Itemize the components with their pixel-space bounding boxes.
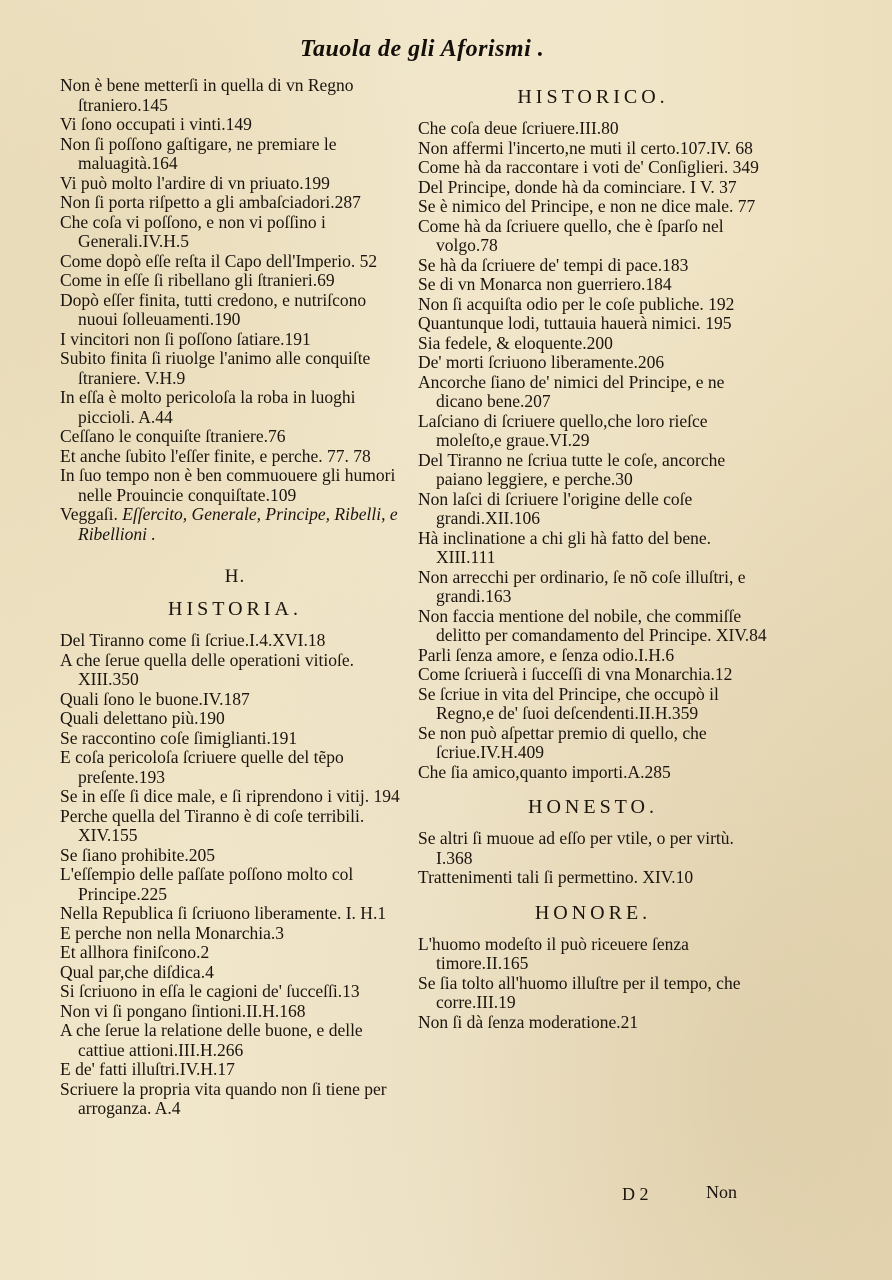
index-entry: Non ſi poſſono gaſtigare, ne premiare le maluagità.164 — [60, 133, 337, 173]
index-entry: Non vi ſi pongano ſintioni.II.H.168 — [60, 1000, 306, 1021]
section-heading: HONESTO. — [528, 796, 658, 818]
index-entry: A che ſerue quella delle operationi vitioſe. XIII.350 — [60, 649, 354, 689]
section-heading-historia: HISTORIA. — [168, 598, 302, 620]
see-also-label: Veggaſi. — [60, 504, 118, 524]
index-entry: Scriuere la propria vita quando non ſi tiene per arroganza. A.4 — [60, 1078, 387, 1118]
index-entry: Se è nimico del Principe, e non ne dice male. 77 — [418, 196, 756, 216]
index-entry: Del Principe, donde hà da cominciare. I V. 37 — [418, 176, 737, 197]
right-column — [418, 76, 768, 1032]
index-entry: Se hà da ſcriuere de' tempi di pace.183 — [418, 254, 689, 275]
index-letter-heading: H. — [224, 566, 246, 587]
index-entry: Del Tiranno come ſi ſcriue.I.4.XVI.18 — [60, 630, 326, 650]
index-entry: Se non può aſpettar premio di quello, che ſcriue.IV.H.409 — [418, 722, 707, 762]
index-entry: De' morti ſcriuono liberamente.206 — [418, 352, 665, 372]
index-entry: Quantunque lodi, tuttauia hauerà nimici. 195 — [418, 313, 732, 333]
index-entry: Ancorche ſiano de' nimici del Principe, e ne dicano bene.207 — [418, 371, 725, 411]
index-entry: E de' fatti illuſtri.IV.H.17 — [60, 1059, 235, 1079]
index-entry: In ſuo tempo non è ben commuouere gli humori nelle Prouincie conquiſtate.109 — [60, 465, 396, 505]
index-entry: Hà inclinatione a chi gli hà fatto del bene. XIII.111 — [418, 527, 712, 567]
left-column — [60, 76, 410, 1119]
index-entry: Che coſa deue ſcriuere.III.80 — [418, 118, 619, 138]
index-entry: Parli ſenza amore, e ſenza odio.I.H.6 — [418, 644, 675, 665]
index-entry: L'huomo modeſto il può riceuere ſenza timore.II.165 — [418, 933, 689, 973]
section-heading: HISTORICO. — [517, 86, 669, 108]
index-entry: Et anche ſubito l'eſſer finite, e perche. 77. 78 — [60, 445, 371, 466]
see-also-text: Eſſercito, Generale, Principe, Ribelli, e Ribellioni . — [78, 504, 398, 544]
index-entry: Subito finita ſi riuolge l'animo alle conquiſte ſtraniere. V.H.9 — [60, 348, 371, 388]
signature-mark: D 2 — [622, 1184, 649, 1204]
index-entry: A che ſerue la relatione delle buone, e delle cattiue attioni.III.H.266 — [60, 1020, 363, 1060]
catchword: Non — [706, 1182, 737, 1202]
index-entry: Che ſia amico,quanto importi.A.285 — [418, 761, 671, 782]
index-entry: Non arrecchi per ordinario, ſe nõ coſe illuſtri, e grandi.163 — [418, 566, 746, 606]
index-entry: Se raccontino coſe ſimiglianti.191 — [60, 727, 298, 748]
index-entry: Qual par,che diſdica.4 — [60, 961, 214, 982]
index-entry: Del Tiranno ne ſcriua tutte le coſe, ancorche paiano leggiere, e perche.30 — [418, 449, 726, 489]
running-head: Tauola de gli Aforismi . — [300, 36, 545, 62]
index-entry: Dopò eſſer finita, tutti credono, e nutriſcono nuoui ſolleuamenti.190 — [60, 289, 367, 329]
index-entry: Quali delettano più.190 — [60, 708, 225, 728]
index-entry: Come hà da ſcriuere quello, che è ſparſo nel volgo.78 — [418, 215, 724, 255]
index-entry: Ceſſano le conquiſte ſtraniere.76 — [60, 426, 286, 446]
index-entry: Quali ſono le buone.IV.187 — [60, 688, 250, 709]
index-entry: Che coſa vi poſſono, e non vi poſſino i Generali.IV.H.5 — [60, 211, 326, 251]
index-entry: Non affermi l'incerto,ne muti il certo.107.IV. 68 — [418, 137, 753, 158]
index-entry: Se ſiano prohibite.205 — [60, 844, 216, 865]
index-entry: Se altri ſi muoue ad eſſo per vtile, o per virtù. I.368 — [418, 828, 734, 868]
index-entry: Et allhora finiſcono.2 — [60, 942, 210, 962]
index-entry: Come in eſſe ſi ribellano gli ſtranieri.69 — [60, 270, 335, 290]
index-entry: Se in eſſe ſi dice male, e ſi riprendono i vitij. 194 — [60, 786, 400, 806]
index-entry: Non faccia mentione del nobile, che commiſſe delitto per comandamento del Principe. XIV.84 — [418, 605, 767, 645]
index-entry: Nella Republica ſi ſcriuono liberamente. I. H.1 — [60, 903, 387, 923]
index-entry: Perche quella del Tiranno è di coſe terribili. XIV.155 — [60, 805, 365, 845]
see-also-entry — [60, 505, 410, 544]
index-entry: Se ſcriue in vita del Principe, che occupò il Regno,e de' ſuoi deſcendenti.II.H.359 — [418, 683, 719, 723]
index-entry: Trattenimenti tali ſi permettino. XIV.10 — [418, 867, 694, 887]
index-entry: Se di vn Monarca non guerriero.184 — [418, 274, 672, 294]
index-entry: Come ſcriuerà i ſucceſſi di vna Monarchia.12 — [418, 664, 733, 684]
index-entry: In eſſa è molto pericoloſa la roba in luoghi piccioli. A.44 — [60, 387, 356, 427]
index-entry: Non laſci di ſcriuere l'origine delle coſe grandi.XII.106 — [418, 488, 693, 528]
index-entry: Sia fedele, & eloquente.200 — [418, 332, 613, 353]
historia-entry-list — [60, 631, 410, 1119]
section-heading: HONORE. — [534, 901, 652, 924]
index-entry: Non ſi acquiſta odio per le coſe publiche. 192 — [418, 293, 735, 314]
index-entry: Come hà da raccontare i voti de' Conſiglieri. 349 — [418, 157, 759, 177]
index-entry: Laſciano di ſcriuere quello,che loro rieſce moleſto,e graue.VI.29 — [418, 410, 708, 450]
index-entry: Vi ſono occupati i vinti.149 — [60, 114, 252, 134]
index-entry: L'eſſempio delle paſſate poſſono molto col Principe.225 — [60, 864, 354, 904]
index-entry: Non ſi porta riſpetto a gli ambaſciadori.287 — [60, 192, 361, 212]
index-entry: E perche non nella Monarchia.3 — [60, 922, 285, 943]
index-entry: Se ſia tolto all'huomo illuſtre per il tempo, che corre.III.19 — [418, 972, 741, 1012]
right-section-list — [418, 86, 768, 1032]
index-entry: Vi può molto l'ardire di vn priuato.199 — [60, 172, 330, 193]
index-entry: I vincitori non ſi poſſono ſatiare.191 — [60, 328, 311, 349]
index-entry: E coſa pericoloſa ſcriuere quelle del tẽpo preſente.193 — [60, 747, 344, 787]
left-entry-list — [60, 76, 410, 505]
index-entry: Come dopò eſſe reſta il Capo dell'Imperio. 52 — [60, 250, 378, 271]
index-entry: Non è bene metterſi in quella di vn Regno ſtraniero.145 — [60, 75, 354, 115]
index-entry: Non ſi dà ſenza moderatione.21 — [418, 1011, 639, 1032]
index-entry: Si ſcriuono in eſſa le cagioni de' ſucceſſi.13 — [60, 981, 360, 1001]
